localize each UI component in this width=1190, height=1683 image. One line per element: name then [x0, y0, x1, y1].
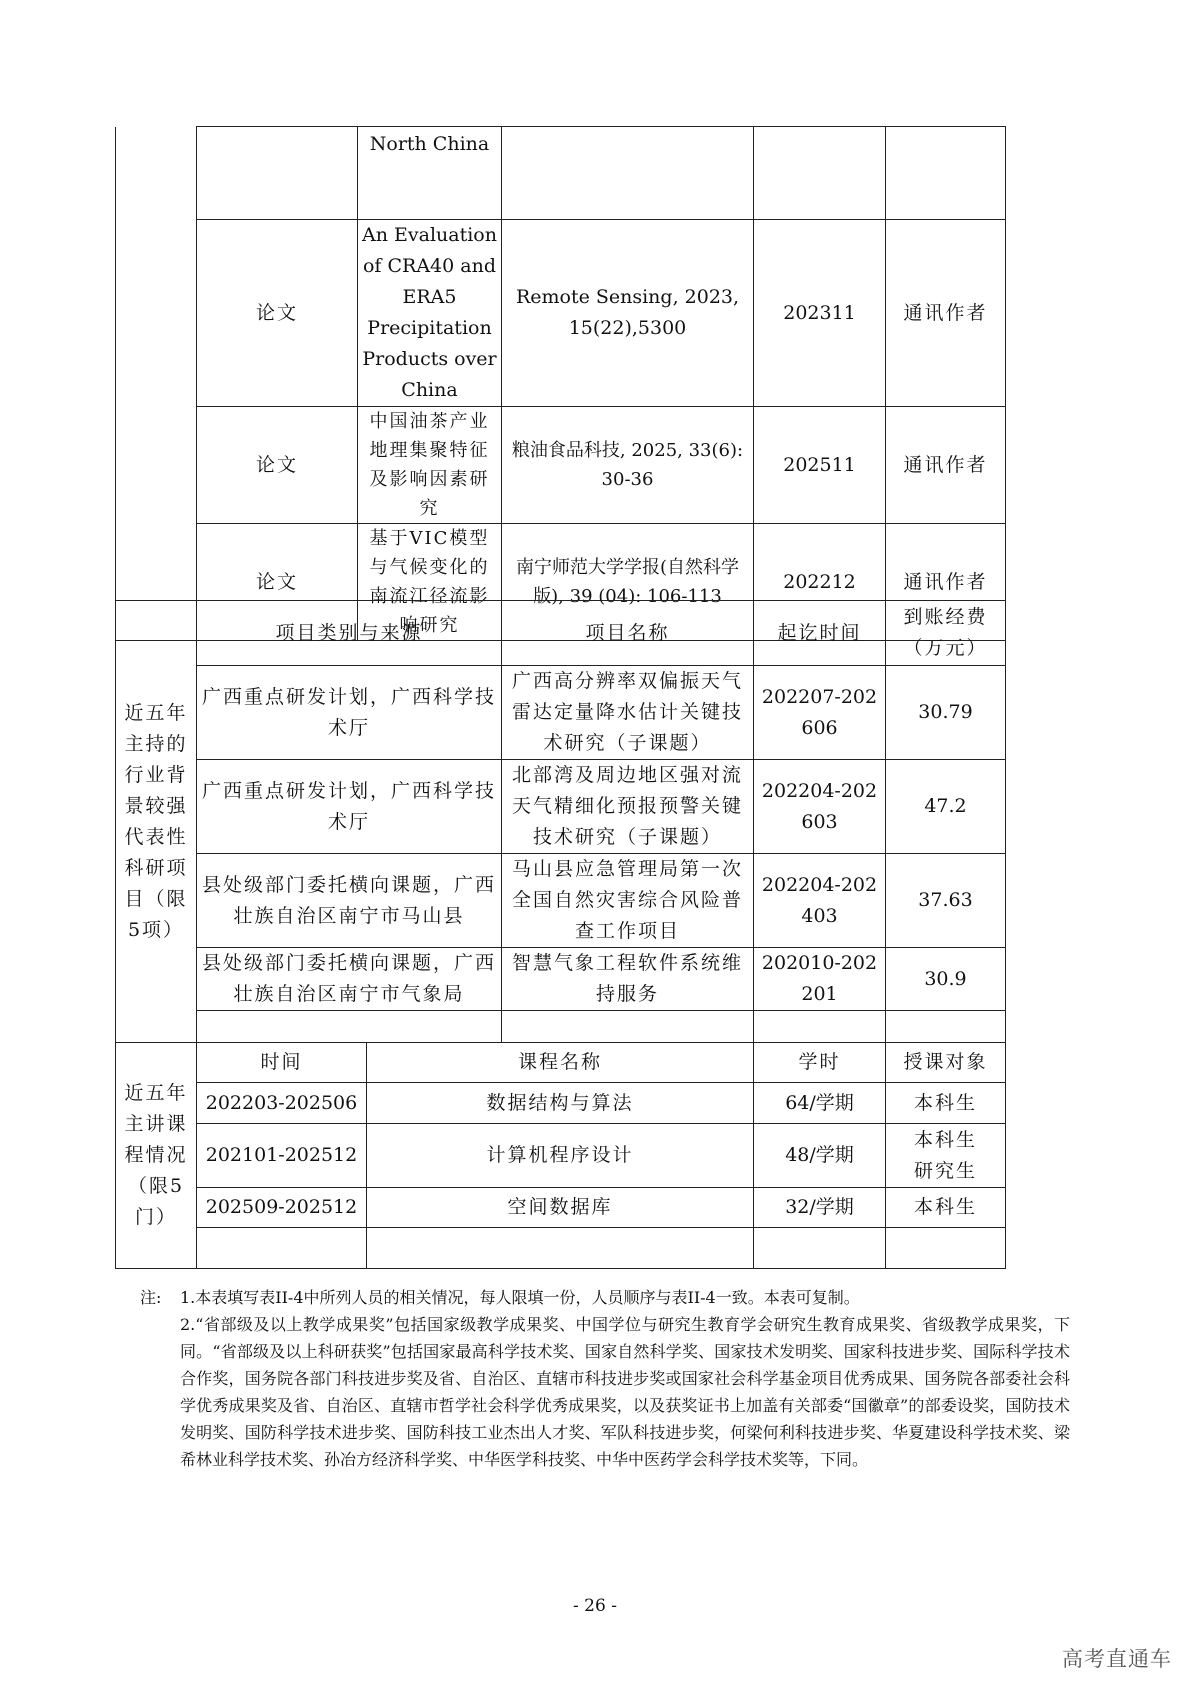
paper-journal: 粮油食品科技, 2025, 33(6): 30-36: [502, 407, 754, 524]
paper-row: [116, 220, 1006, 407]
footnote-1-text: 1.本表填写表II-4中所列人员的相关情况，每人限填一份，人员顺序与表II-4一致。本表可复制。: [180, 1288, 860, 1307]
course-name: 空间数据库: [367, 1188, 754, 1228]
course-row: [116, 1124, 1006, 1188]
papers-table: [115, 126, 1006, 641]
projects-table: [115, 600, 1006, 1043]
course-time: 202101-202512: [197, 1124, 367, 1188]
project-funding: 37.63: [886, 854, 1006, 948]
project-row: [116, 666, 1006, 760]
course-row: [116, 1083, 1006, 1124]
footnote-2-text: 2.“省部级及以上教学成果奖”包括国家级教学成果奖、中国学位与研究生教育学会研究生教育成果奖、省级教学成果奖，下同。“省部级及以上科研获奖”包括国家最高科学技术奖、国家自然科学奖、国家技术发明奖、国家科技进步奖、国际科学技术合作奖，国务院各部门科技进步奖及省、自治区、直辖市科技进步奖或国家社会科学基金项目优秀成果、国务院各部委社会科学优秀成果奖及省、自治区、直辖市哲学社会科学优秀成果奖，以及获奖证书上加盖有关部委“国徽章”的部委设奖，国防技术发明奖、国防科学技术进步奖、国防科技工业杰出人才奖、军队科技进步奖，何梁何利科技进步奖、华夏建设科学技术奖、梁希林业科学技术奖、孙冶方经济科学奖、中华医学科技奖、中华中医药学会科学技术奖等，下同。: [180, 1315, 1070, 1469]
projects-header-source: 项目类别与来源: [197, 601, 502, 666]
project-source: 县处级部门委托横向课题，广西壮族自治区南宁市气象局: [197, 948, 502, 1011]
course-time: 202203-202506: [197, 1083, 367, 1124]
courses-section-label: 近五年主讲课程情况（限5门）: [116, 1043, 197, 1269]
project-period: 202204-202403: [754, 854, 886, 948]
projects-section-label: 近五年主持的行业背景较强代表性科研项目（限5项）: [116, 601, 197, 1043]
projects-header-period: 起讫时间: [754, 601, 886, 666]
paper-role: [886, 127, 1006, 220]
courses-header-time: 时间: [197, 1043, 367, 1083]
paper-date: [754, 127, 886, 220]
watermark: 高考直通车: [1062, 1647, 1172, 1671]
project-row: [116, 948, 1006, 1011]
course-audience: 本科生: [886, 1083, 1006, 1124]
courses-table: [115, 1042, 1006, 1269]
course-name: 数据结构与算法: [367, 1083, 754, 1124]
paper-title: An Evaluation of CRA40 and ERA5 Precipitation Products over China: [358, 220, 502, 407]
project-period: 202207-202606: [754, 666, 886, 760]
paper-journal: 南宁师范大学学报(自然科学版), 39 (04): 106-113: [502, 524, 754, 641]
project-source: 广西重点研发计划，广西科学技术厅: [197, 666, 502, 760]
footnote-1: [140, 1284, 1070, 1311]
course-hours: 32/学期: [754, 1188, 886, 1228]
paper-journal: [502, 127, 754, 220]
paper-type: 论文: [197, 220, 358, 407]
course-audience: 本科生 研究生: [886, 1124, 1006, 1188]
courses-header-row: [116, 1043, 1006, 1083]
footnote-2: [140, 1311, 1070, 1473]
page-number: - 26 -: [573, 1596, 617, 1616]
project-row: [116, 854, 1006, 948]
course-time: 202509-202512: [197, 1188, 367, 1228]
paper-title: North China: [358, 127, 502, 220]
paper-role: 通讯作者: [886, 407, 1006, 524]
project-period: 202204-202603: [754, 760, 886, 854]
projects-header-funding: 到账经费（万元）: [886, 601, 1006, 666]
footnotes: [140, 1284, 1070, 1473]
project-funding: 30.9: [886, 948, 1006, 1011]
course-hours: 48/学期: [754, 1124, 886, 1188]
course-hours: 64/学期: [754, 1083, 886, 1124]
projects-header-name: 项目名称: [502, 601, 754, 666]
paper-type: [197, 127, 358, 220]
course-name: 计算机程序设计: [367, 1124, 754, 1188]
course-row: [116, 1188, 1006, 1228]
paper-date: 202311: [754, 220, 886, 407]
courses-header-name: 课程名称: [367, 1043, 754, 1083]
courses-header-audience: 授课对象: [886, 1043, 1006, 1083]
courses-header-hours: 学时: [754, 1043, 886, 1083]
paper-date: 202212: [754, 524, 886, 641]
project-source: 县处级部门委托横向课题，广西壮族自治区南宁市马山县: [197, 854, 502, 948]
project-funding: 47.2: [886, 760, 1006, 854]
project-row: [116, 760, 1006, 854]
projects-header-row: [116, 601, 1006, 666]
project-name: 北部湾及周边地区强对流天气精细化预报预警关键技术研究（子课题）: [502, 760, 754, 854]
project-name: 广西高分辨率双偏振天气雷达定量降水估计关键技术研究（子课题）: [502, 666, 754, 760]
project-row-empty: [116, 1011, 1006, 1043]
paper-journal: Remote Sensing, 2023, 15(22),5300: [502, 220, 754, 407]
paper-title: 中国油茶产业地理集聚特征及影响因素研究: [358, 407, 502, 524]
paper-row: [116, 127, 1006, 220]
project-period: 202010-202201: [754, 948, 886, 1011]
project-name: 马山县应急管理局第一次全国自然灾害综合风险普查工作项目: [502, 854, 754, 948]
paper-date: 202511: [754, 407, 886, 524]
course-audience: 本科生: [886, 1188, 1006, 1228]
project-funding: 30.79: [886, 666, 1006, 760]
paper-type: 论文: [197, 524, 358, 641]
paper-type: 论文: [197, 407, 358, 524]
paper-role: 通讯作者: [886, 220, 1006, 407]
section-label-cell: [116, 127, 197, 641]
footnote-label: 注:: [140, 1288, 162, 1307]
course-row-empty: [116, 1228, 1006, 1269]
paper-row: [116, 407, 1006, 524]
project-source: 广西重点研发计划，广西科学技术厅: [197, 760, 502, 854]
paper-title: 基于VIC模型与气候变化的南流江径流影响研究: [358, 524, 502, 641]
project-name: 智慧气象工程软件系统维持服务: [502, 948, 754, 1011]
paper-role: 通讯作者: [886, 524, 1006, 641]
